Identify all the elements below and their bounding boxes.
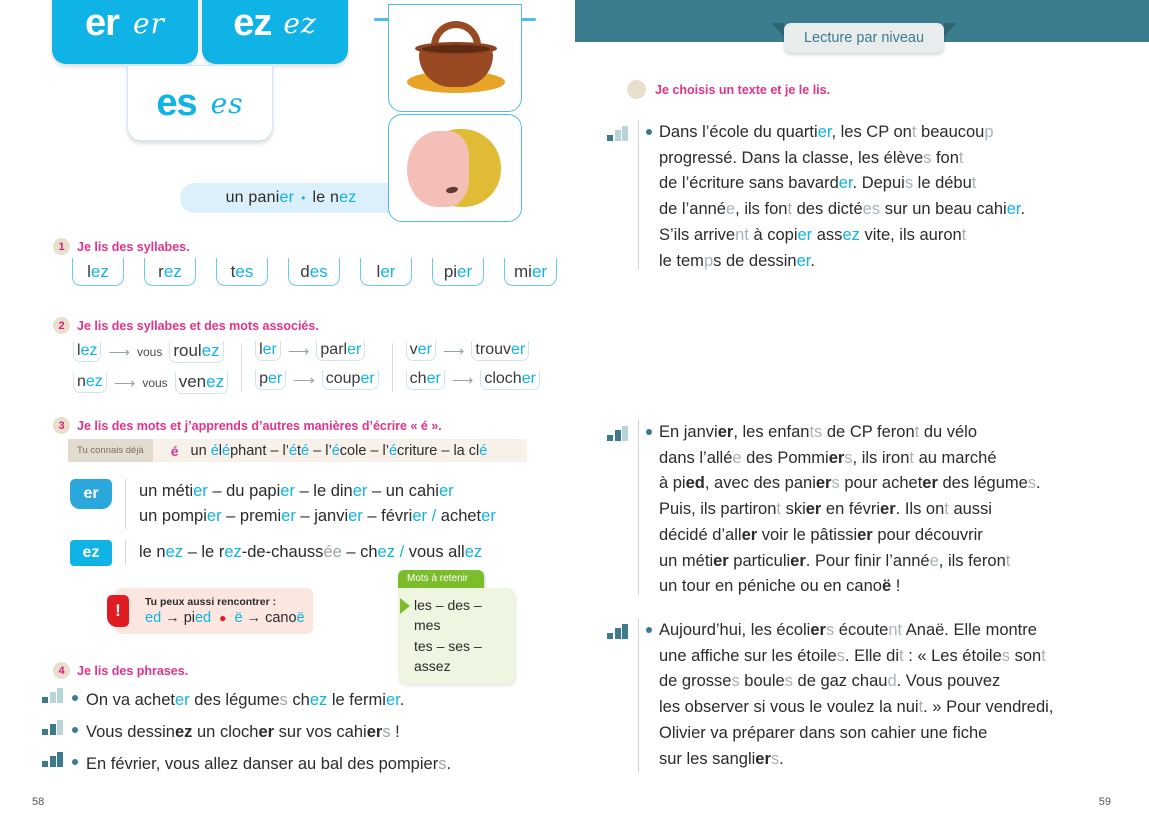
sentence-text-3: En février, vous allez danser au bal des pompiers. xyxy=(86,755,452,773)
syllable-rez[interactable]: r ez xyxy=(144,258,196,286)
letter-cursive-ez: ez xyxy=(283,6,317,40)
exercise-2-column-1 xyxy=(60,341,241,394)
syllable-pier[interactable]: pi er xyxy=(432,258,484,286)
tag-er[interactable]: er xyxy=(70,479,112,509)
group-ez xyxy=(70,540,482,566)
text-rail xyxy=(638,420,639,595)
right-page xyxy=(575,0,1149,822)
level-indicator-1-icon xyxy=(42,688,64,703)
warning-line: ed → pied ● ë → canoë xyxy=(145,610,305,626)
exercise-2-row: ver ⟶ trouver xyxy=(406,341,540,361)
word-strip xyxy=(180,183,402,213)
page-number-right: 59 xyxy=(1098,796,1111,808)
level-indicator-1-icon xyxy=(607,126,629,141)
syllable-lez[interactable]: l ez xyxy=(72,258,124,286)
group-er xyxy=(70,479,496,529)
sentence-item xyxy=(42,720,400,746)
exercise-2-row: nez ⟶ vous venez xyxy=(73,372,228,394)
exercise-2-row: per ⟶ couper xyxy=(255,370,379,390)
text-rail xyxy=(638,618,639,773)
syllable-tes[interactable]: t es xyxy=(216,258,268,286)
remember-title: Mots à retenir xyxy=(398,570,484,588)
letter-cursive-es: es xyxy=(210,86,244,120)
sentence-text-2: Vous dessinez un clocher sur vos cahiers ! xyxy=(86,723,400,741)
text-rail xyxy=(638,120,639,270)
text-1-body: Dans l’école du quartier, les CP ont beaucoup progressé. Dans la classe, les élèves font de l’écriture sans bavarder. Depuis le début de l’année, ils font des dictées sur un beau cahier. S’ils arrivent à copier assez vite, ils auront le temps de dessiner. xyxy=(659,123,1026,270)
word-strip-word2: le nez xyxy=(312,189,357,206)
letter-card-es[interactable] xyxy=(127,65,273,141)
bullet-dot xyxy=(72,759,78,765)
syllable-des[interactable]: d es xyxy=(288,258,340,286)
text-block-1 xyxy=(607,120,1025,270)
remember-body xyxy=(398,588,515,684)
known-words-letter: é xyxy=(170,442,179,459)
green-arrow-icon xyxy=(400,598,410,614)
exercise-3-heading xyxy=(53,417,442,434)
exercise-4-number: 4 xyxy=(53,662,70,679)
level-indicator-3-icon xyxy=(42,752,64,767)
sentence-item xyxy=(42,688,404,714)
section-tab[interactable]: Lecture par niveau xyxy=(784,23,944,53)
exercise-4-heading xyxy=(53,662,188,679)
exercise-2-column-2 xyxy=(242,341,392,394)
sentence-item xyxy=(42,752,451,778)
exercise-2-column-3 xyxy=(393,341,553,394)
sentence-text-1: On va acheter des légumes chez le fermier. xyxy=(86,691,405,709)
text-block-3 xyxy=(607,618,1053,773)
exercise-2-heading xyxy=(53,317,319,334)
illustration-column xyxy=(388,4,522,222)
group-ez-lines xyxy=(125,540,482,565)
known-words-band xyxy=(68,439,527,462)
bullet-dot xyxy=(72,695,78,701)
letter-print-er: er xyxy=(85,1,119,44)
word-strip-word1: un panier xyxy=(225,189,295,206)
instruction-bullet-icon xyxy=(627,80,646,99)
instruction-text: Je choisis un texte et je le lis. xyxy=(655,82,831,97)
exercise-4-title: Je lis des phrases. xyxy=(77,663,189,678)
text-3-body: Aujourd’hui, les écoliers écoutent Anaë. Elle montre une affiche sur les étoiles. Elle dit : « Les étoiles sont de grosses boules de gaz chaud. Vous pouvez les observer si vous le voulez la nuit. » Pour vendredi, Olivier va préparer dans son cahier une fiche sur les sangliers. xyxy=(659,621,1054,768)
level-indicator-2-icon xyxy=(42,720,64,735)
exercise-2-row: ler ⟶ parler xyxy=(255,341,379,361)
bullet-dot xyxy=(646,627,652,633)
exercise-3-number: 3 xyxy=(53,417,70,434)
group-ez-line-1: le nez – le rez-de-chaussée – chez / vous allez xyxy=(139,543,483,561)
bullet-dot xyxy=(646,429,652,435)
basket-illustration xyxy=(388,4,522,112)
known-words-list: un éléphant – l’été – l’école – l’écriture – la clé xyxy=(190,442,488,459)
exercise-1-title: Je lis des syllabes. xyxy=(77,239,190,254)
exercise-2-title: Je lis des syllabes et des mots associés. xyxy=(77,318,319,333)
bullet-dot xyxy=(646,129,652,135)
bullet-dot xyxy=(72,727,78,733)
letter-cursive-er: er xyxy=(132,6,165,40)
remember-line-2: tes – ses – assez xyxy=(414,637,482,674)
group-er-lines xyxy=(125,479,496,529)
syllable-mier[interactable]: mi er xyxy=(504,258,557,286)
nose-illustration xyxy=(388,114,522,222)
exercise-3-title: Je lis des mots et j’apprends d’autres manières d’écrire « é ». xyxy=(77,418,442,433)
text-block-2 xyxy=(607,420,1041,595)
group-er-line-1: un métier – du papier – le diner – un cahier xyxy=(139,482,454,500)
word-strip-separator: • xyxy=(301,191,306,205)
tag-ez[interactable]: ez xyxy=(70,540,112,566)
letter-print-ez: ez xyxy=(233,1,272,44)
exercise-2-row: lez ⟶ vous roulez xyxy=(73,341,228,363)
text-2-body: En janvier, les enfants de CP feront du vélo dans l’allée des Pommiers, ils iront au marché à pied, avec des paniers pour acheter des légumes. Puis, ils partiront skier en février. Ils ont aussi décidé d’aller voir le pâtissier pour découvrir un métier particulier. Pour finir l’année, ils feront un tour en péniche ou en canoë ! xyxy=(659,423,1041,596)
syllable-row xyxy=(72,258,557,286)
level-indicator-2-icon xyxy=(607,426,629,441)
remember-line-1: les – des – mes xyxy=(414,597,482,634)
exclamation-icon: ! xyxy=(107,595,129,627)
remember-box xyxy=(398,570,515,684)
warning-title: Tu peux aussi rencontrer : xyxy=(145,596,277,608)
syllable-ler[interactable]: l er xyxy=(360,258,412,286)
exercise-2-number: 2 xyxy=(53,317,70,334)
level-indicator-3-icon xyxy=(607,624,629,639)
group-er-line-2: un pompier – premier – janvier – février / acheter xyxy=(139,507,496,526)
letter-cards-group xyxy=(52,0,362,152)
letter-print-es: es xyxy=(156,81,197,124)
instruction-row xyxy=(627,80,830,99)
exercise-1-heading xyxy=(53,238,190,255)
exercise-2-row: cher ⟶ clocher xyxy=(406,370,540,390)
letter-card-ez[interactable] xyxy=(202,0,348,64)
warning-box xyxy=(115,588,313,634)
exercise-1-number: 1 xyxy=(53,238,70,255)
known-words-tag: Tu connais déjà xyxy=(68,439,153,462)
letter-card-er[interactable] xyxy=(52,0,198,64)
exercise-2-grid xyxy=(60,341,553,394)
page-number-left: 58 xyxy=(32,796,45,808)
